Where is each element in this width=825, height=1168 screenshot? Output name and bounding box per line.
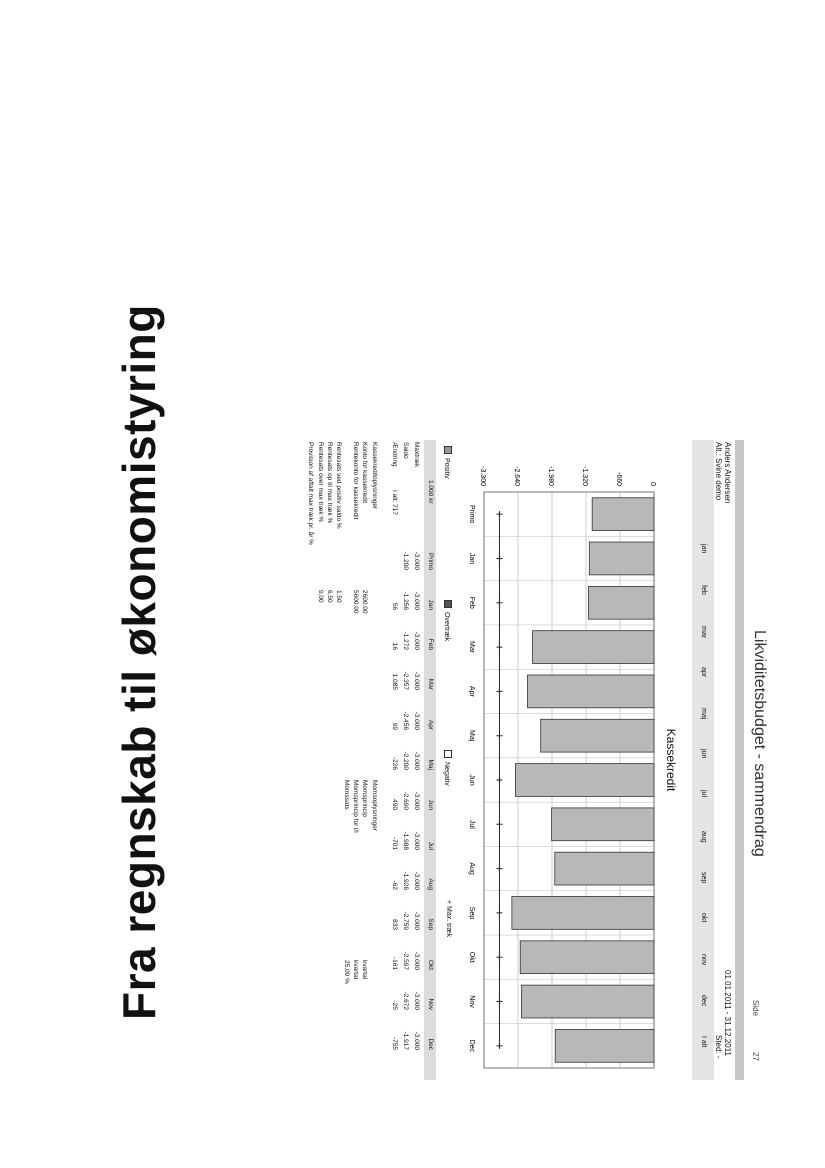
y-tick-label: -1.980 — [547, 466, 554, 486]
table-cell: -755 — [391, 1036, 398, 1050]
x-tick-label: Apr — [468, 685, 475, 697]
legend-overtraek-swatch — [444, 600, 452, 608]
kassekredit-info-value: 6,50 — [326, 590, 333, 603]
legend-negative-label: Negativ — [443, 762, 450, 786]
bar-saldo — [533, 631, 654, 664]
table-column-header: Aug — [427, 878, 434, 890]
page-label: Side — [751, 1000, 760, 1017]
table-cell: 490 — [391, 799, 398, 810]
table-row-label: Maxtræk — [413, 442, 420, 468]
x-tick-label: Feb — [468, 596, 475, 609]
month-header: dec — [700, 995, 707, 1007]
table-cell: -3.000 — [413, 871, 420, 890]
kassekredit-info-label: Rentesats ved positiv saldo % — [335, 442, 342, 529]
max-traek-point — [496, 644, 502, 650]
kassekredit-heading: Kassekreditoplysninger — [371, 442, 378, 510]
month-header: okt — [700, 913, 707, 923]
table-column-header: Maj — [427, 759, 434, 770]
table-cell: 1.085 — [391, 673, 398, 690]
owner-name: Anders Andersen — [723, 442, 732, 504]
table-cell: -2.690 — [402, 791, 409, 810]
kassekredit-info-value: 9,00 — [317, 590, 324, 603]
month-header: apr — [700, 667, 707, 678]
max-traek-point — [496, 555, 502, 561]
month-header: aug — [700, 831, 707, 843]
table-cell: -2.597 — [402, 951, 409, 970]
kassekredit-info-label: Konto for kassekredit — [361, 442, 368, 504]
table-column-header: Feb — [427, 638, 434, 650]
x-tick-label: Jun — [468, 774, 475, 786]
max-traek-point — [496, 821, 502, 827]
month-header: jul — [700, 790, 707, 798]
bar-saldo — [522, 985, 654, 1018]
location-label: Sted: - — [714, 1035, 723, 1059]
table-cell: -1.200 — [402, 551, 409, 570]
table-cell: -3.000 — [413, 831, 420, 850]
report-page — [210, 440, 770, 1080]
max-traek-point — [496, 688, 502, 694]
max-traek-point — [496, 777, 502, 783]
report-title: Likviditetsbudget - sammendrag — [751, 630, 768, 857]
table-cell: -25 — [391, 1000, 398, 1010]
max-traek-point — [496, 600, 502, 606]
month-header: feb — [700, 585, 707, 595]
legend-positive-label: Positiv — [443, 458, 450, 479]
title-rule — [735, 440, 744, 1080]
table-column-header: Jan — [427, 599, 434, 610]
bar-saldo — [589, 542, 654, 575]
max-traek-point — [496, 733, 502, 739]
table-row-label: Saldo — [402, 442, 409, 459]
month-header: maj — [700, 708, 707, 720]
legend-max-traek — [445, 900, 452, 937]
kassekredit-info-value: 5600.00 — [352, 590, 359, 614]
y-tick-label: -1.320 — [581, 466, 588, 486]
moms-info-value: kvartal — [352, 960, 359, 980]
period-label: 01.01.2011 - 31.12.2011 — [723, 970, 732, 1056]
bar-saldo — [588, 586, 654, 619]
table-cell: 833 — [391, 919, 398, 930]
max-traek-point — [496, 866, 502, 872]
table-column-header: Dec — [427, 1038, 434, 1050]
table-cell: -3.000 — [413, 951, 420, 970]
x-tick-label: Dec — [468, 1039, 475, 1053]
legend-max-traek-label: Max. træk — [445, 906, 452, 938]
y-tick-label: -2.640 — [513, 466, 520, 486]
moms-info-label: Momsprincip — [361, 780, 368, 817]
table-cell: -1.988 — [402, 831, 409, 850]
table-cell: -3.000 — [413, 671, 420, 690]
moms-info-label: Momsprincip for l/l — [352, 780, 359, 833]
table-cell: -62 — [391, 880, 398, 890]
x-tick-label: Okt — [468, 951, 475, 963]
table-cell: 56 — [391, 602, 398, 610]
y-tick-label: -660 — [615, 471, 622, 486]
max-traek-point — [496, 954, 502, 960]
table-column-header: Jul — [427, 841, 434, 850]
month-header: jun — [700, 749, 707, 759]
table-cell: -2.759 — [402, 911, 409, 930]
table-cell: 99 — [391, 722, 398, 730]
table-column-header: Apr — [427, 719, 434, 730]
table-row-label: Ændring — [391, 442, 398, 467]
max-traek-point — [496, 511, 502, 517]
table-cell: -2.672 — [402, 991, 409, 1010]
x-tick-label: Jul — [468, 819, 475, 829]
table-cell: -1.926 — [402, 871, 409, 890]
month-header: jan — [700, 544, 707, 554]
table-cell: 16 — [391, 642, 398, 650]
bar-saldo — [552, 808, 654, 841]
kassekredit-info-label: Provision af aftalt max træk pr. år % — [307, 442, 314, 545]
table-cell: -3.000 — [413, 551, 420, 570]
legend-overtraek-label: Overtræk — [443, 612, 450, 642]
x-tick-label: Aug — [468, 862, 475, 875]
y-tick-label: -3.300 — [479, 466, 486, 486]
month-header: mar — [700, 626, 707, 639]
alternative-label: Alt.: Svine demo — [714, 442, 723, 501]
kassekredit-info-label: Rentekonto for kassekredit — [352, 442, 359, 520]
table-cell: -2.357 — [402, 671, 409, 690]
x-tick-label: Maj — [468, 730, 475, 742]
kassekredit-info-label: Rentesats over max træk % — [317, 442, 324, 523]
bar-saldo — [541, 719, 654, 752]
legend-negative — [443, 750, 452, 786]
legend-overtraek — [443, 600, 452, 641]
kassekredit-info-value: 2600.00 — [361, 590, 368, 614]
max-traek-point — [496, 1043, 502, 1049]
max-traek-point — [496, 999, 502, 1005]
kassekredit-info-value: 1,50 — [335, 590, 342, 603]
table-column-header: Mar — [427, 678, 434, 690]
max-traek-point — [496, 910, 502, 916]
bar-saldo — [592, 498, 654, 531]
table-cell: -1.256 — [402, 591, 409, 610]
y-tick-label: 0 — [649, 482, 656, 486]
table-cell: -161 — [391, 956, 398, 970]
x-tick-label: Nov — [468, 995, 475, 1008]
month-header: I alt — [700, 1036, 707, 1048]
bar-saldo — [555, 852, 654, 885]
table-unit-label: 1.000 kr — [427, 480, 434, 504]
bar-saldo — [527, 675, 654, 708]
page-number: 27 — [751, 1052, 760, 1061]
page-title: Fra regnskab til økonomistyring — [113, 304, 165, 1020]
month-header: nov — [700, 954, 707, 966]
table-cell: -2.456 — [402, 711, 409, 730]
table-column-header: Sep — [427, 918, 434, 930]
moms-heading: Momsoplysninger — [371, 780, 378, 831]
table-cell: -3.000 — [413, 631, 420, 650]
table-column-header: Jun — [427, 799, 434, 810]
table-column-header: Primo — [427, 553, 434, 570]
table-cell: -3.000 — [413, 991, 420, 1010]
kassekredit-info-label: Rentesats op til max træk % — [326, 442, 333, 524]
legend-positive — [443, 446, 452, 479]
month-header: sep — [700, 872, 707, 884]
table-cell: -1.272 — [402, 631, 409, 650]
table-cell: -3.000 — [413, 591, 420, 610]
bar-saldo — [515, 764, 654, 797]
moms-info-label: Momssats — [343, 780, 350, 810]
table-cell: -701 — [391, 836, 398, 850]
table-cell: -226 — [391, 756, 398, 770]
table-cell: -3.000 — [413, 791, 420, 810]
legend-negative-swatch — [444, 750, 452, 758]
table-column-header: Okt — [427, 959, 434, 970]
x-tick-label: Jan — [468, 552, 475, 565]
moms-info-value: 25,00 % — [343, 960, 350, 984]
month-header-band — [692, 440, 714, 1080]
chart-title: Kassekredit — [664, 728, 678, 792]
table-cell: -1.917 — [402, 1031, 409, 1050]
x-tick-label: Sep — [468, 906, 475, 920]
moms-info-value: kvartal — [361, 960, 368, 980]
table-cell: -3.000 — [413, 751, 420, 770]
bar-saldo — [555, 1029, 654, 1062]
table-cell: -3.000 — [413, 911, 420, 930]
table-cell: -2.200 — [402, 751, 409, 770]
kassekredit-chart — [456, 440, 662, 1080]
x-tick-label: Primo — [468, 505, 475, 524]
legend-max-traek-marker: + — [445, 900, 452, 907]
table-cell: -3.000 — [413, 711, 420, 730]
table-cell: -3.000 — [413, 1031, 420, 1050]
table-row-note: I alt: 717 — [391, 490, 398, 515]
legend-positive-swatch — [444, 446, 452, 454]
bar-saldo — [520, 941, 654, 974]
x-tick-label: Mar — [468, 641, 475, 654]
table-column-header: Nov — [427, 998, 434, 1010]
bar-saldo — [512, 897, 654, 930]
